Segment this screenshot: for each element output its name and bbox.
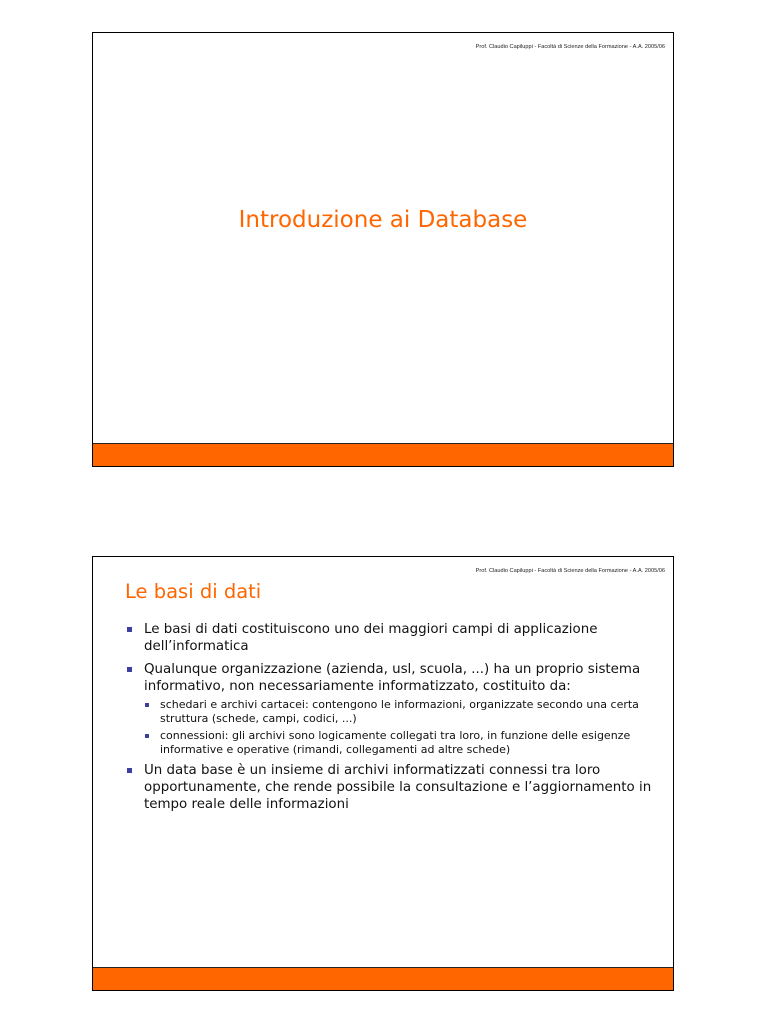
bullet-item [125, 621, 661, 655]
square-bullet-icon [127, 627, 132, 632]
sub-bullet-text: connessioni: gli archivi sono logicamente collegati tra loro, in funzione delle esigenze informative e operative (rimandi, collegamenti ad altre schede) [160, 729, 631, 756]
bullet-text: Le basi di dati costituiscono uno dei maggiori campi di applicazione dell’informatica [144, 622, 598, 654]
slide-footer-bar [93, 443, 673, 466]
sub-bullet-list [144, 698, 661, 756]
square-bullet-icon [127, 768, 132, 773]
bullet-list [125, 621, 661, 819]
square-bullet-icon [145, 703, 149, 707]
sub-bullet-item [144, 729, 661, 756]
bullet-text: Un data base è un insieme di archivi informatizzati connessi tra loro opportunamente, che rende possibile la consultazione e l’aggiornamento in tempo reale delle informazioni [144, 763, 652, 812]
bullet-item [125, 762, 661, 813]
slide-header-note: Prof. Claudio Capiluppi - Facoltà di Scienze della Formazione - A.A. 2005/06 [475, 568, 665, 574]
slide-header-note: Prof. Claudio Capiluppi - Facoltà di Scienze della Formazione - A.A. 2005/06 [475, 44, 665, 50]
slide-footer-bar [93, 967, 673, 990]
bullet-text: Qualunque organizzazione (azienda, usl, scuola, ...) ha un proprio sistema informativo, non necessariamente informatizzato, costituito da: [144, 662, 641, 694]
square-bullet-icon [145, 734, 149, 738]
square-bullet-icon [127, 667, 132, 672]
slide-1 [92, 32, 674, 467]
slide-title: Introduzione ai Database [238, 207, 528, 233]
slide-heading: Le basi di dati [125, 580, 262, 603]
sub-bullet-item [144, 698, 661, 725]
bullet-item [125, 661, 661, 756]
slide-2 [92, 556, 674, 991]
sub-bullet-text: schedari e archivi cartacei: contengono le informazioni, organizzate secondo una certa struttura (schede, campi, codici, ...) [160, 698, 639, 725]
